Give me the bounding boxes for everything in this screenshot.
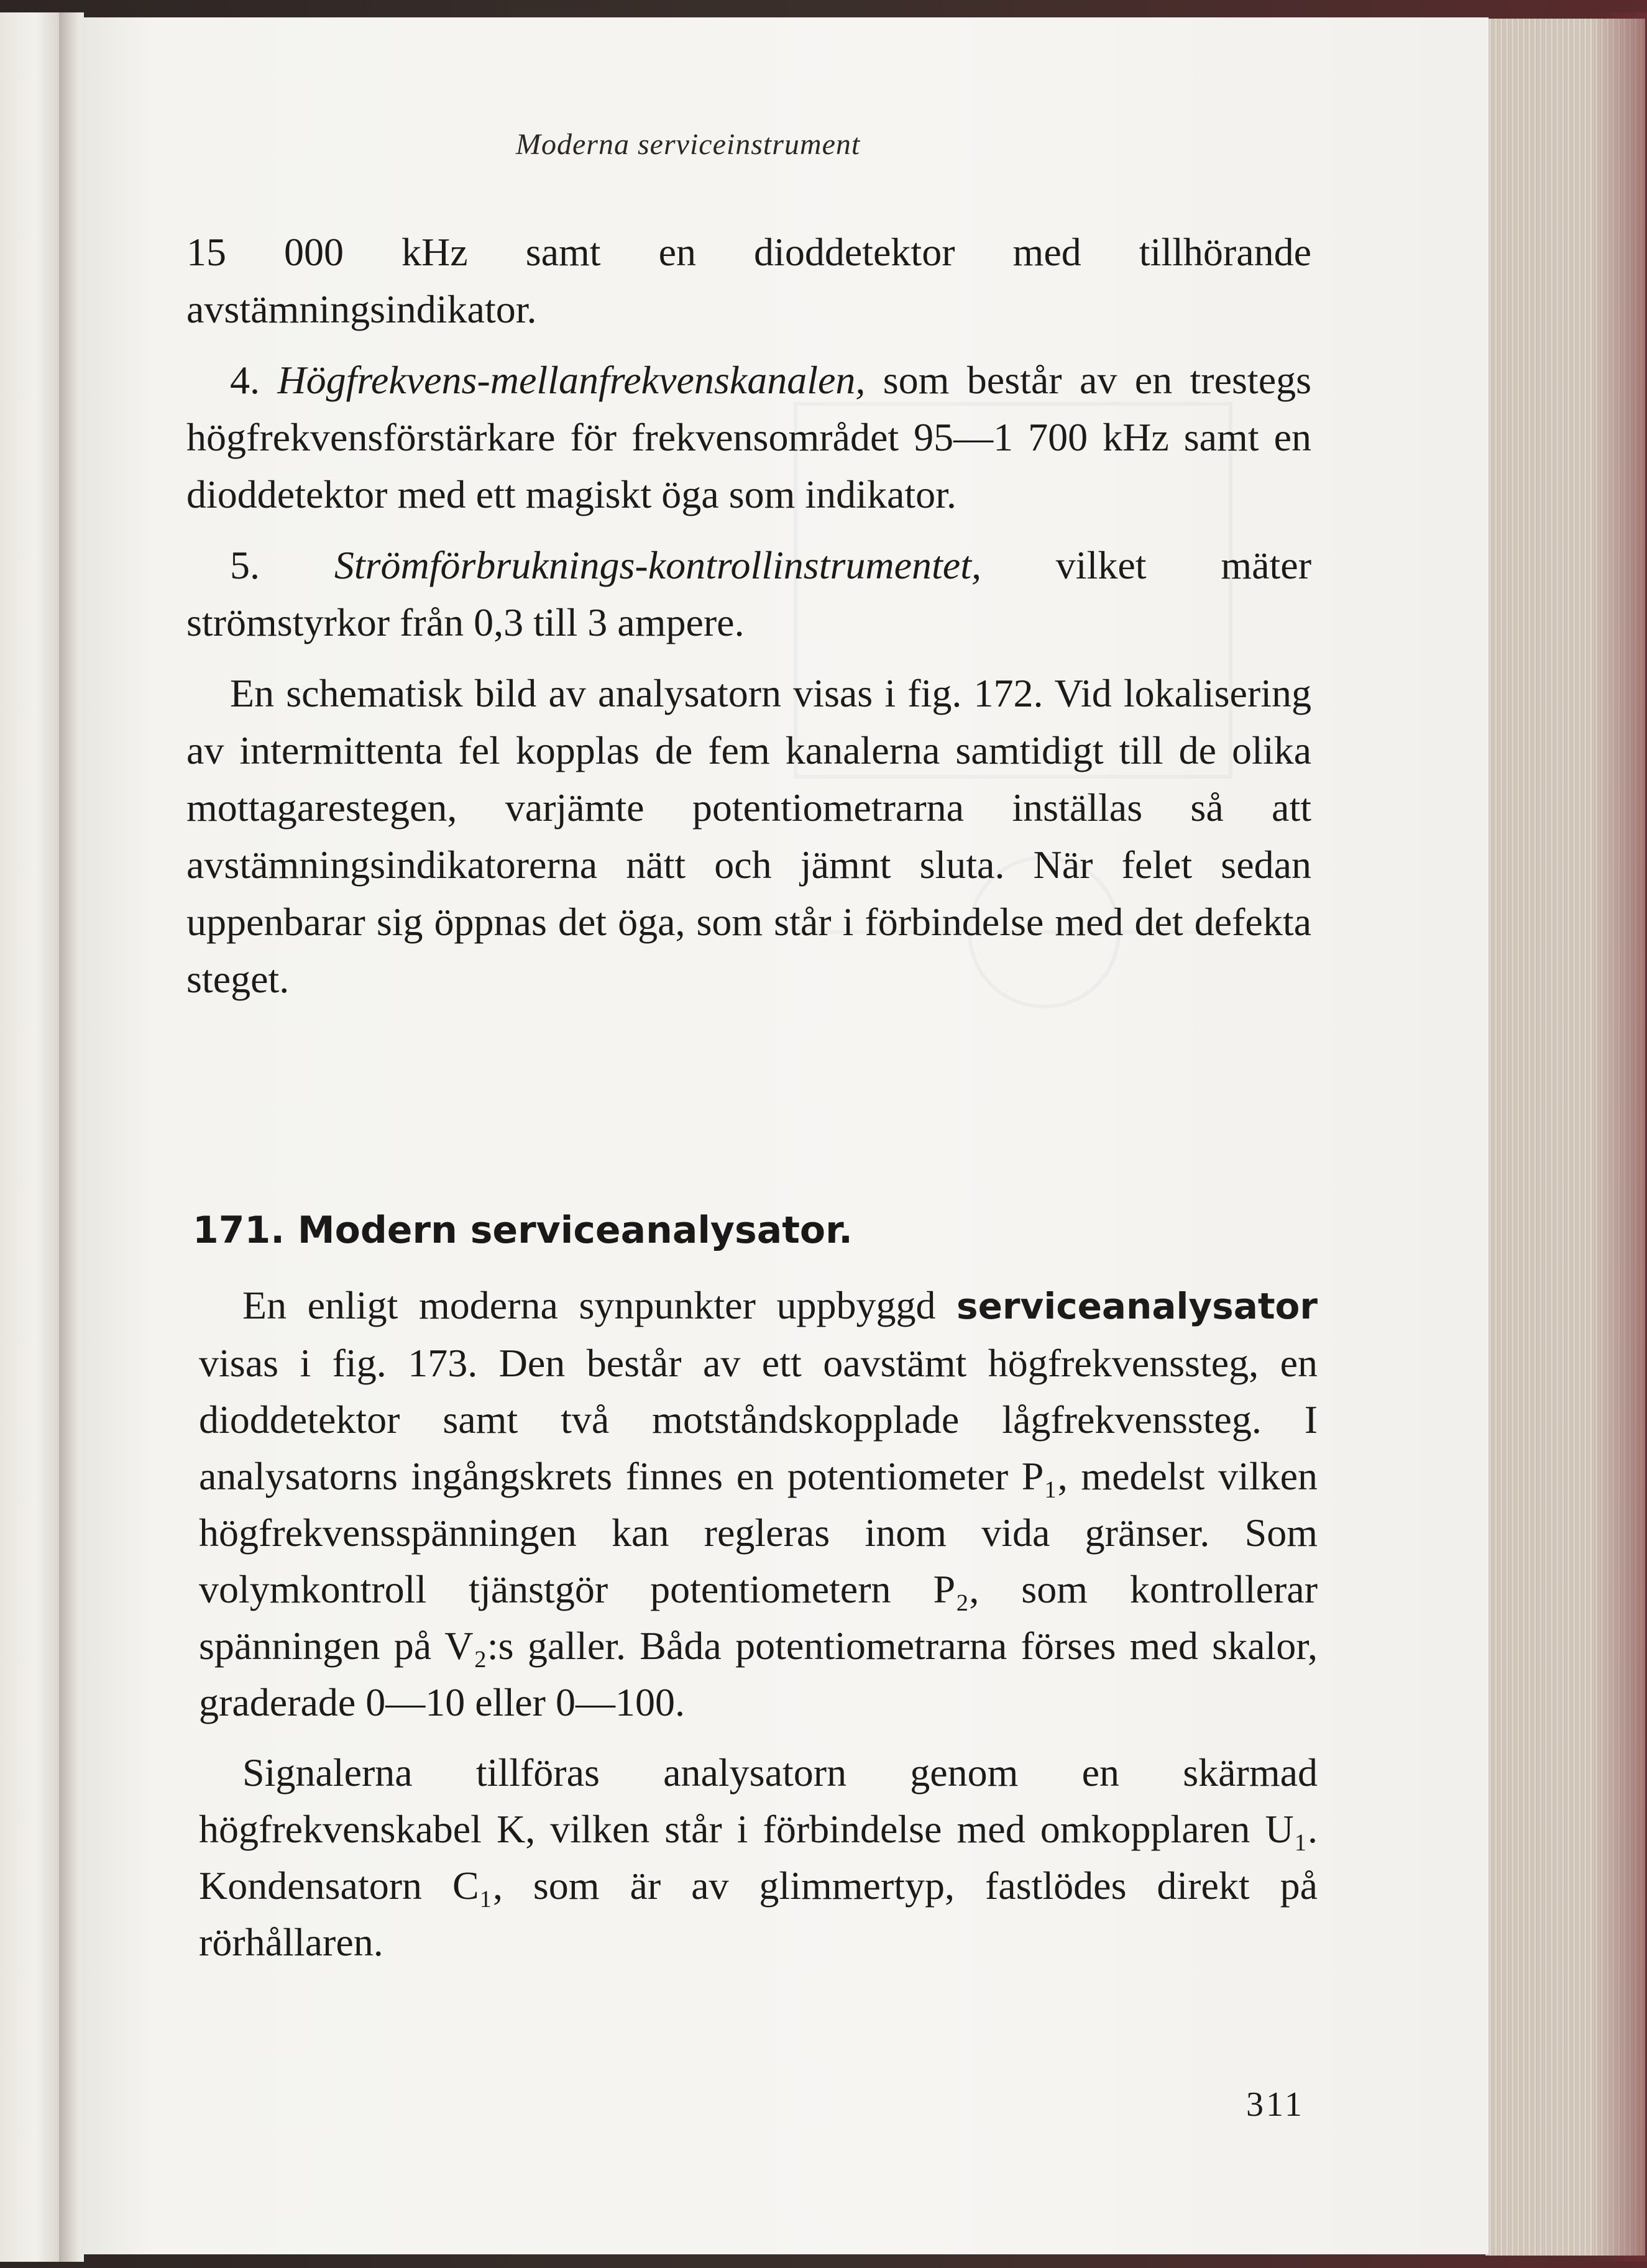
item-4-title: Högfrekvens-mellanfrekvenskanalen,: [277, 358, 866, 402]
cover-edge-shadow: [1591, 12, 1647, 2262]
section-paragraph-1: [199, 1277, 1318, 1731]
body-text-bottom: [199, 1277, 1318, 1970]
page-number: 311: [1246, 2085, 1305, 2124]
item-5-title: Strömförbruknings-kontrollinstrumentet,: [334, 543, 981, 587]
book-gutter: [59, 12, 84, 2262]
section-heading: 171. Modern serviceanalysator.: [193, 1209, 853, 1252]
section-p1-bold-term: serviceanalysator: [957, 1285, 1318, 1327]
item-5-text: vilket mäter strömstyrkor från 0,3 till 3 ampere.: [186, 543, 1312, 644]
section-paragraph-2: Signalerna tillföras analysatorn genom en skärmad högfrekvenskabel K, vilken står i förbindelse med omkopplaren U₁. Kondensatorn C₁, som är av glimmertyp, fastlödes direkt på rörhållaren.: [199, 1750, 1318, 1964]
section-p1-start: En enligt moderna synpunkter uppbyggd: [242, 1283, 936, 1327]
item-4-number: 4.: [230, 358, 260, 402]
section-p1-rest: visas i fig. 173. Den består av ett oavstämt högfrekvenssteg, en dioddetektor samt två motståndskopplade lågfrekvenssteg. I analysatorns ingångskrets finnes en potentiometer P₁, medelst vilken högfrekvensspänningen kan regleras inom vida gränser. Som volymkontroll tjänstgör potentiometern P₂, som kontrollerar spänningen på V₂:s galler. Båda potentiometrarna förses med skalor, graderade 0—10 eller 0—100.: [199, 1341, 1318, 1724]
body-text-top: [186, 224, 1311, 1008]
running-head: Moderna serviceinstrument: [516, 128, 861, 161]
list-item-5: [186, 537, 1311, 651]
schematic-paragraph: En schematisk bild av analysatorn visas i fig. 172. Vid lokalisering av intermittenta fel kopplas de fem kanalerna samtidigt till de olika mottagarestegen, varjämte potentiometrarna inställas så att avstämningsindikatorerna nätt och jämnt sluta. När felet sedan uppenbarar sig öppnas det öga, som står i förbindelse med det defekta steget.: [186, 671, 1311, 1001]
intro-paragraph: 15 000 kHz samt en dioddetektor med tillhörande avstämningsindikator.: [186, 230, 1311, 331]
facing-page-edge: [0, 12, 61, 2262]
item-5-number: 5.: [230, 543, 260, 587]
list-item-4: [186, 352, 1311, 523]
item-4-text: som består av en trestegs högfrekvensförstärkare för frekvensområdet 95—1 700 kHz samt en dioddetektor med ett magiskt öga som indikator.: [186, 358, 1312, 516]
